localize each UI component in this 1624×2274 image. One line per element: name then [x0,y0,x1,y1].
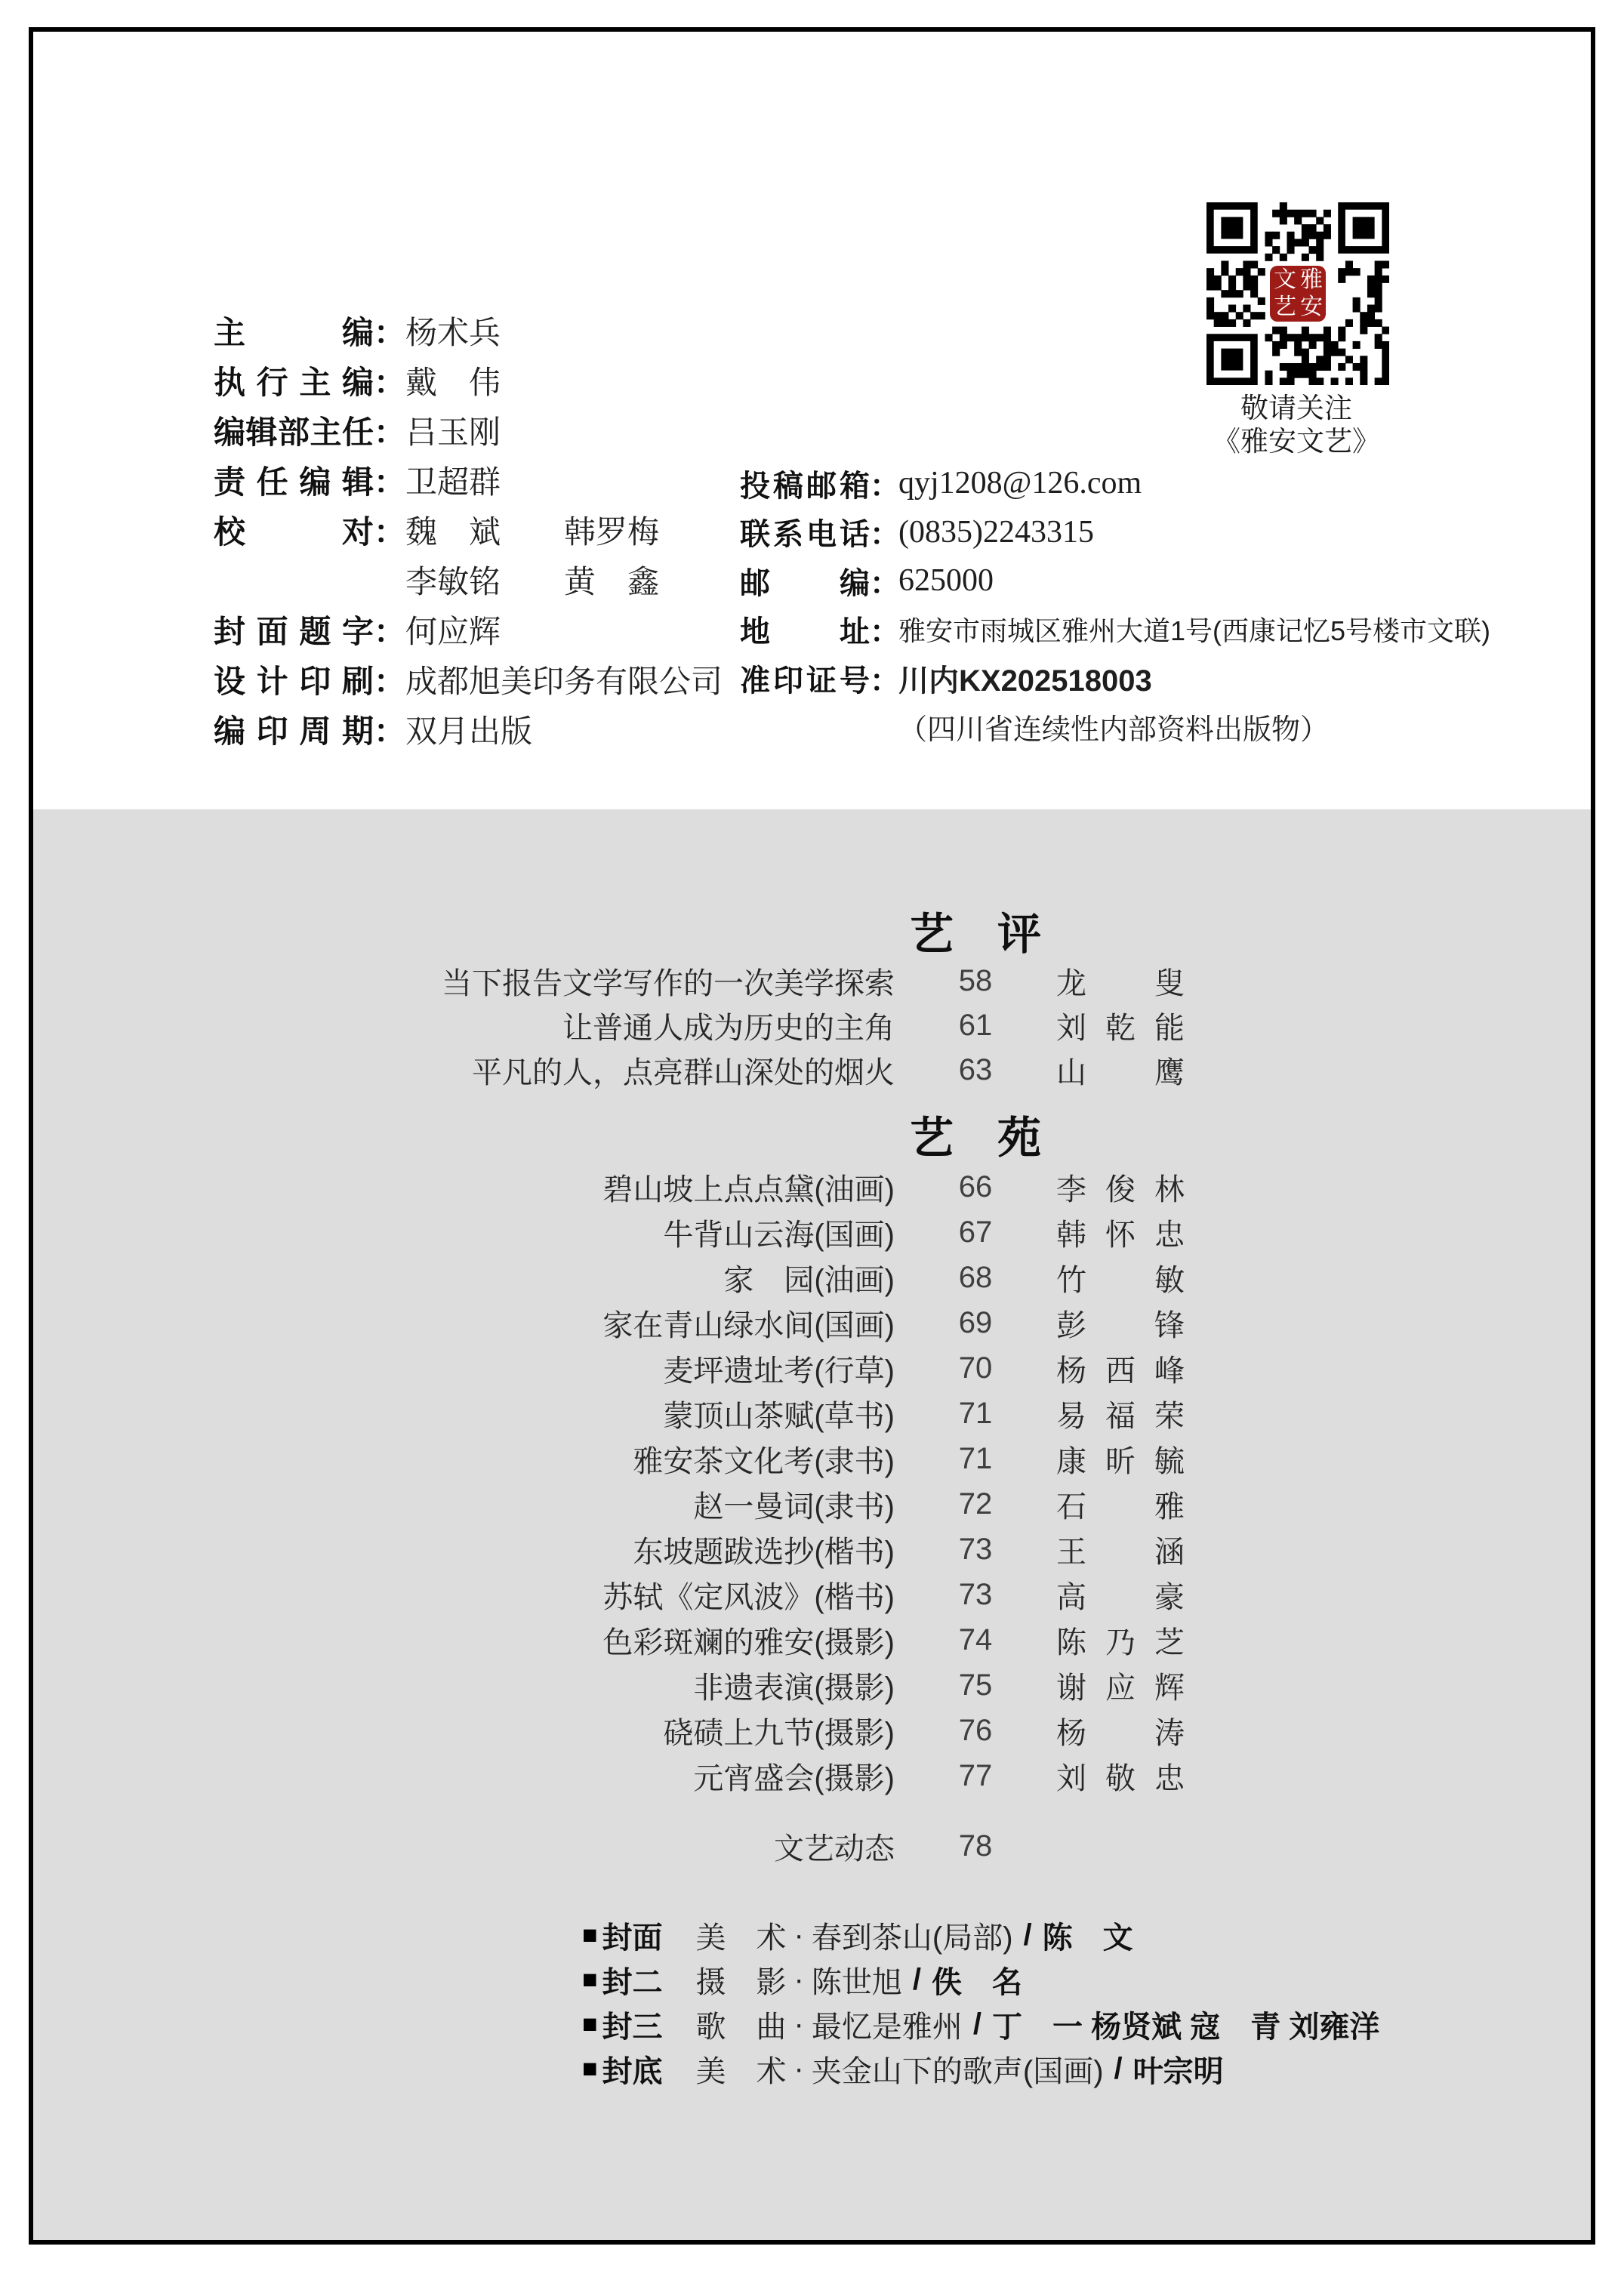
masthead-colon: ： [374,514,406,550]
svg-text:雅: 雅 [1300,267,1323,292]
section-heading-yiping: 艺 评 [909,910,1041,959]
toc-item-page: 58 [958,964,993,997]
contact-row [740,508,1490,557]
slash-separator: / [912,1963,921,1996]
masthead-colon: ： [374,664,406,699]
contact-value: 川内KX202518003 [898,664,1152,698]
table-row [33,959,1185,1003]
masthead-row [214,455,723,505]
toc-item-author: 竹 敏 [1056,1263,1185,1297]
table-row [33,1048,1185,1092]
masthead-value: 双月出版 [405,715,533,750]
contact-colon: ： [870,469,900,503]
cover-row [582,2047,1379,2091]
contact-label: 地址 [740,615,870,649]
svg-text:艺: 艺 [1274,294,1296,319]
toc-item-author: 刘乾能 [1056,1012,1185,1045]
contact-label: 准印证号 [740,664,870,698]
contact-colon: ： [870,664,900,698]
cover-title: 最忆是雅州 [811,2011,963,2044]
toc-item-page: 67 [958,1215,993,1249]
contact-value: qyj1208@126.com [898,466,1142,501]
cover-row [582,1958,1379,2002]
toc-item-page: 77 [958,1758,993,1792]
table-row [33,1708,1185,1753]
toc-item-author: 王 涵 [1056,1535,1185,1569]
toc-item-page: 73 [958,1577,993,1611]
masthead-colon: ： [374,365,406,400]
table-row [33,1753,1185,1798]
toc-item-title: 雅安茶文化考(隶书) [633,1444,895,1478]
toc-item-author: 韩怀忠 [1056,1218,1185,1252]
table-row [33,1300,1185,1345]
toc-item-title: 文艺动态 [774,1832,895,1866]
contact-colon: ： [870,615,900,649]
masthead-label: 编辑部主任 [214,414,374,450]
masthead-label: 校对 [214,514,374,550]
toc-item-title: 元宵盛会(摄影) [693,1761,895,1795]
toc-item-title: 让普通人成为历史的主角 [562,1012,895,1045]
toc-item-author: 彭 锋 [1056,1308,1185,1342]
toc-footer-row [33,1823,1185,1869]
toc-item-page: 73 [958,1532,993,1566]
toc-item-author: 易福荣 [1056,1399,1185,1433]
toc-section-yiping [33,959,1185,1092]
svg-text:文: 文 [1274,267,1296,292]
toc-item-author: 石 雅 [1056,1490,1185,1524]
toc-item-author: 山 鹰 [1056,1056,1185,1089]
middle-dot: · [794,2007,804,2041]
cover-category: 美 术 [695,1921,787,1955]
middle-dot: · [794,1963,804,1996]
cover-authors: 陈 文 [1042,1921,1133,1955]
masthead-row [214,555,723,605]
masthead-colon: ： [374,614,406,649]
cover-authors: 佚 名 [932,1966,1022,1999]
table-row [33,1527,1185,1572]
masthead-colon: ： [374,713,406,749]
masthead-colon: ： [374,414,406,450]
square-bullet-icon: ■ [582,1965,598,1994]
toc-item-author: 陈乃芝 [1056,1625,1185,1659]
toc-item-author: 高 豪 [1056,1580,1185,1614]
table-row [33,1481,1185,1527]
toc-item-title: 蒙顶山茶赋(草书) [663,1399,895,1433]
toc-item-page: 72 [958,1487,993,1521]
masthead-value: 杨术兵 [405,316,501,351]
toc-item-page: 76 [958,1713,993,1747]
contact-row [740,605,1490,655]
masthead-value: 何应辉 [405,615,501,650]
masthead-label: 封面题字 [214,614,374,649]
toc-item-title: 赵一曼词(隶书) [693,1490,895,1524]
masthead-row [214,655,723,704]
toc-item-author: 谢应辉 [1056,1671,1185,1705]
toc-item-title: 色彩斑斓的雅安(摄影) [602,1625,895,1659]
table-row [33,1823,1185,1869]
toc-item-page: 74 [958,1622,993,1656]
square-bullet-icon: ■ [582,1921,598,1949]
svg-text:安: 安 [1300,294,1323,319]
section-heading-yiyuan: 艺 苑 [909,1114,1041,1163]
table-row [33,1572,1185,1617]
contact-value: 625000 [898,563,994,599]
contact-label: 联系电话 [740,518,870,552]
table-row [33,1209,1185,1255]
cover-title: 陈世旭 [811,1966,902,1999]
toc-item-title: 平凡的人，点亮群山深处的烟火 [472,1056,895,1089]
toc-item-title: 当下报告文学写作的一次美学探索 [442,967,895,1000]
slash-separator: / [1114,2052,1123,2085]
square-bullet-icon: ■ [582,2054,598,2083]
masthead-label: 责任编辑 [214,464,374,500]
cover-label: 封底 [602,2055,663,2088]
masthead-label: 设计印刷 [214,664,374,699]
toc-item-page: 70 [958,1351,993,1385]
table-row [33,1662,1185,1708]
toc-item-title: 苏轼《定风波》(楷书) [602,1580,895,1614]
contact-row [740,459,1490,508]
cover-title: 春到茶山(局部) [811,1921,1013,1955]
toc-item-page: 71 [958,1396,993,1430]
contact-label: 邮编 [740,566,870,600]
contact-block [740,459,1490,751]
masthead-row [214,605,723,655]
masthead-row [214,306,723,356]
qr-caption [1145,393,1447,459]
cover-row [582,1913,1379,1958]
toc-item-page: 69 [958,1305,993,1339]
masthead-value: 成都旭美印务有限公司 [405,665,723,700]
middle-dot: · [794,1918,804,1952]
toc-item-title: 家在青山绿水间(国画) [602,1308,895,1342]
cover-authors: 丁 一 杨贤斌 寇 青 刘雍洋 [992,2011,1380,2044]
masthead-label: 主编 [214,315,374,350]
cover-category: 歌 曲 [695,2011,787,2044]
toc-item-author: 龙 叟 [1056,967,1185,1000]
masthead-row [214,405,723,455]
toc-item-page: 68 [958,1260,993,1294]
table-row [33,1003,1185,1048]
contact-row [740,703,1490,752]
table-row [33,1345,1185,1391]
middle-dot: · [794,2052,804,2085]
cover-category: 摄 影 [695,1966,787,1999]
toc-item-page: 71 [958,1441,993,1475]
covers-block [582,1913,1379,2091]
masthead-colon: ： [374,464,406,500]
cover-authors: 叶宗明 [1132,2055,1224,2088]
toc-item-author: 刘敬忠 [1056,1761,1185,1795]
contact-colon: ： [870,518,900,552]
toc-item-title: 非遗表演(摄影) [693,1671,895,1705]
contact-value: (0835)2243315 [898,514,1094,550]
toc-item-author: 杨 涛 [1056,1716,1185,1750]
masthead-value: 李敏铭 黄 鑫 [405,565,660,600]
table-row [33,1391,1185,1436]
toc-item-page: 75 [958,1668,993,1702]
toc-item-title: 碧山坡上点点黛(油画) [602,1172,895,1206]
masthead-label: 编印周期 [214,713,374,749]
masthead-value: 戴 伟 [405,366,501,401]
toc-item-title: 家 园(油画) [723,1263,895,1297]
masthead-value: 吕玉刚 [405,416,501,451]
cover-row [582,2002,1379,2047]
masthead-label: 执行主编 [214,365,374,400]
table-row [33,1617,1185,1662]
contact-row [740,654,1490,703]
masthead-row [214,505,723,555]
toc-item-title: 硗碛上九节(摄影) [663,1716,895,1750]
toc-item-title: 东坡题跋选抄(楷书) [633,1535,895,1569]
masthead-colon: ： [374,315,406,350]
qr-caption-line1: 敬请关注 [1240,393,1352,424]
toc-panel [33,809,1591,2240]
toc-item-page: 63 [958,1053,993,1086]
masthead-value: 卫超群 [405,466,501,501]
toc-item-author: 康昕毓 [1056,1444,1185,1478]
contact-label: 投稿邮箱 [740,469,870,503]
contact-value: （四川省连续性内部资料出版物） [898,714,1330,747]
qr-caption-line2: 《雅安文艺》 [1213,427,1380,458]
cover-label: 封三 [602,2011,663,2044]
contact-row [740,556,1490,605]
slash-separator: / [972,2007,981,2041]
toc-item-author: 李俊林 [1056,1172,1185,1206]
slash-separator: / [1023,1918,1032,1952]
toc-item-page: 78 [958,1829,993,1863]
masthead-row [214,704,723,754]
table-row [33,1255,1185,1300]
masthead-row [214,356,723,405]
toc-section-yiyuan [33,1164,1185,1798]
qr-block [1206,202,1389,458]
qr-code [1206,202,1389,385]
cover-label: 封面 [602,1921,663,1955]
cover-category: 美 术 [695,2055,787,2088]
contact-value: 雅安市雨城区雅州大道1号(西康记忆5号楼市文联) [898,615,1491,647]
square-bullet-icon: ■ [582,2010,598,2038]
cover-title: 夹金山下的歌声(国画) [811,2055,1104,2088]
table-row [33,1436,1185,1481]
table-row [33,1164,1185,1209]
masthead-block [214,306,723,754]
toc-item-page: 61 [958,1009,993,1042]
toc-item-author: 杨西峰 [1056,1354,1185,1388]
toc-item-page: 66 [958,1169,993,1203]
masthead-value: 魏 斌 韩罗梅 [405,516,660,550]
cover-label: 封二 [602,1966,663,1999]
toc-item-title: 牛背山云海(国画) [663,1218,895,1252]
toc-item-title: 麦坪遗址考(行草) [663,1354,895,1388]
contact-colon: ： [870,566,900,600]
